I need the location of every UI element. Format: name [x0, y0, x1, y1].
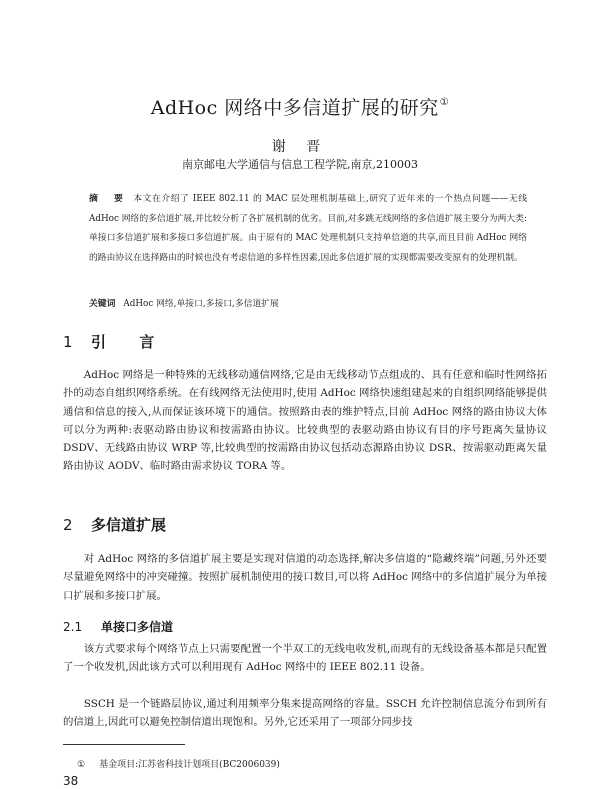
footnote-marker: ①: [77, 760, 86, 770]
footnote: [77, 757, 280, 770]
section-number: 2: [63, 516, 73, 534]
keywords-label: 关键词: [89, 299, 116, 309]
affiliation: 南京邮电大学通信与信息工程学院,南京,210003: [182, 158, 418, 171]
paper-title: [0, 93, 600, 120]
paragraph-ssch: SSCH 是一个链路层协议,通过利用频率分集来提高网络的容量。SSCH 允许控制信息流分布到所有的信道上,因此可以避免控制信道出现饱和。另外,它还采用了一项部分同步技: [63, 698, 547, 729]
abstract-label: 摘 要: [89, 194, 130, 204]
title-text: AdHoc 网络中多信道扩展的研究: [150, 97, 439, 119]
keywords-text: AdHoc 网络,单接口,多接口,多信道扩展: [123, 299, 279, 309]
author-name: 谢 晋: [271, 139, 329, 155]
subsection-number: 2.1: [63, 620, 83, 634]
footnote-text: 基金项目:江苏省科技计划项目(BC2006039): [99, 760, 280, 770]
section-heading-2: [63, 514, 166, 535]
keywords: [89, 296, 527, 309]
page-number: 38: [63, 774, 79, 788]
section-number: 1: [63, 333, 73, 351]
subsection-heading: [63, 618, 173, 635]
section-title: 引 言: [91, 333, 169, 351]
subsection-title: 单接口多信道: [101, 620, 174, 634]
paragraph-multichannel: 对 AdHoc 网络的多信道扩展主要是实现对信道的动态选择,解决多信道的“隐藏终端”问题,另外还要尽量避免网络中的冲突碰撞。按照扩展机制使用的接口数目,可以将 AdHoc 网络中的多信道扩展分为单接口扩展和多接口扩展。: [63, 553, 547, 602]
abstract: [89, 190, 527, 268]
paragraph-single-interface: 该方式要求每个网络节点上只需要配置一个半双工的无线电收发机,而现有的无线设备基本都是只配置了一个收发机,因此该方式可以利用现有 AdHoc 网络中的 IEEE 802.11 设备。: [63, 643, 547, 674]
abstract-text: 本文在介绍了 IEEE 802.11 的 MAC 层处理机制基础上,研究了近年来的一个热点问题——无线 AdHoc 网络的多信道扩展,并比较分析了各扩展机制的优劣。目前,对多跳无线网络的多信道扩展主要分为两大类:单接口多信道扩展和多接口多信道扩展。由于原有的 MAC 处理机制只支持单信道的共享,而且目前 AdHoc 网络的路由协议在选择路由的时候也没有考虑信道的多样性因素,因此多信道扩展的实现都需要改变原有的处理机制。: [89, 194, 527, 263]
footnote-divider: [63, 744, 185, 745]
title-footnote-marker: ①: [439, 97, 450, 108]
paragraph-intro: AdHoc 网络是一种特殊的无线移动通信网络,它是由无线移动节点组成的、具有任意和临时性网络拓扑的动态自组织网络系统。在有线网络无法使用时,使用 AdHoc 网络快速组建起来的自组织网络能够提供通信和信息的接入,从而保证该环境下的通信。按照路由表的维护特点,目前 AdHoc 网络的路由协议大体可以分为两种:表驱动路由协议和按需路由协议。比较典型的表驱动路由协议有目的序号距离矢量协议 DSDV、无线路由协议 WRP 等,比较典型的按需路由协议包括动态源路由协议 DSR、按需驱动距离矢量路由协议 AODV、临时路由需求协议 TORA 等。: [63, 369, 547, 473]
section-title: 多信道扩展: [91, 516, 167, 534]
section-heading-1: [63, 331, 168, 352]
